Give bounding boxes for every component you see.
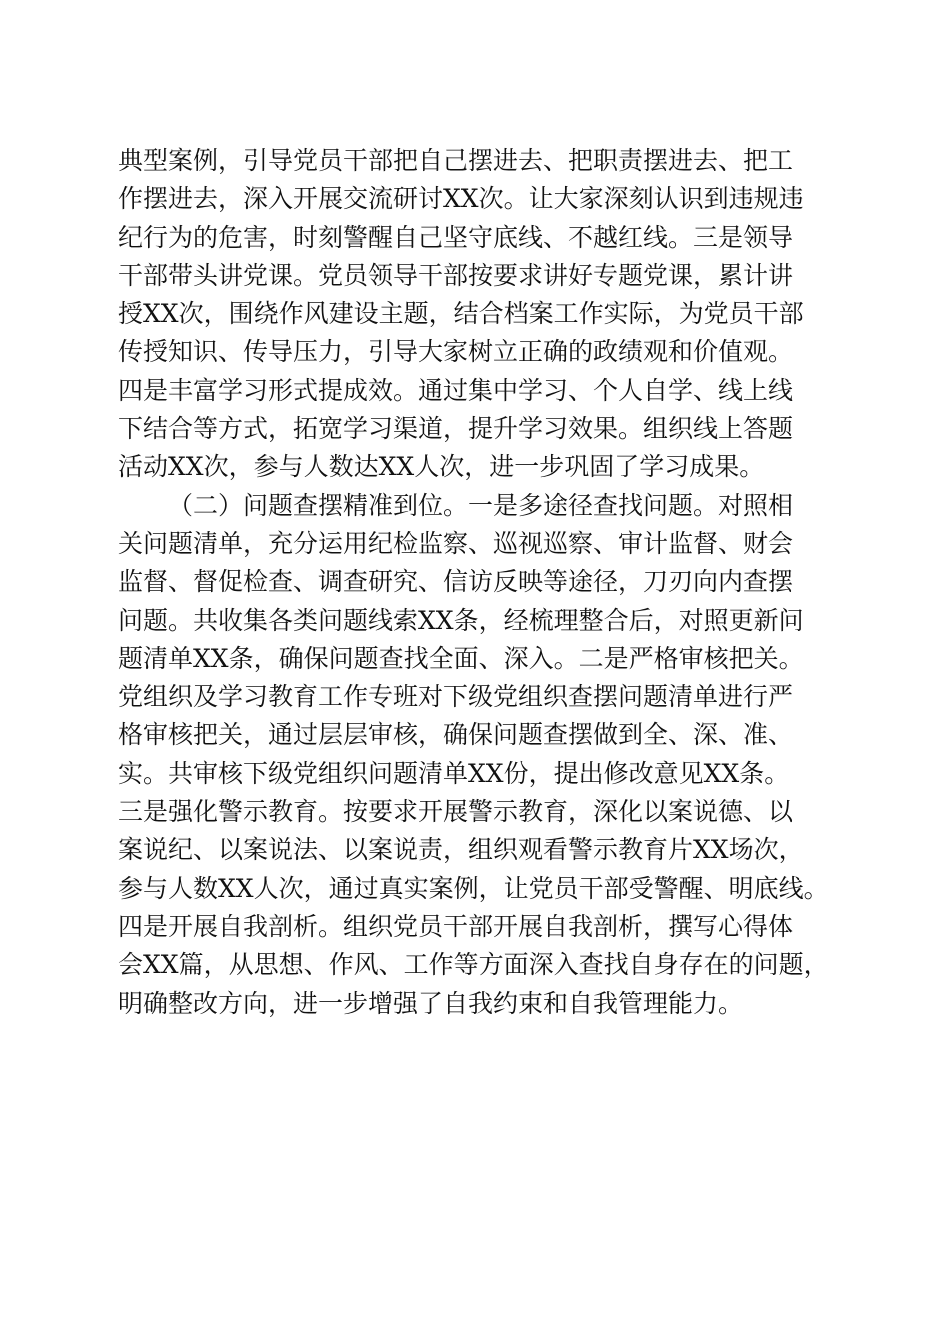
text-line: 授XX次，围绕作风建设主题，结合档案工作实际，为党员干部: [118, 299, 804, 329]
text-line: 实。共审核下级党组织问题清单XX份，提出修改意见XX条。: [118, 758, 790, 788]
text-line: 关问题清单，充分运用纪检监察、巡视巡察、审计监督、财会: [118, 528, 794, 558]
section-heading-line: （二）问题查摆精准到位。一是多途径查找问题。对照相: [168, 490, 794, 520]
text-line: 案说纪、以案说法、以案说责，组织观看警示教育片XX场次，: [118, 835, 804, 865]
text-line: 会XX篇，从思想、作风、工作等方面深入查找自身存在的问题，: [118, 950, 829, 980]
text-line: 党组织及学习教育工作专班对下级党组织查摆问题清单进行严: [118, 682, 794, 712]
body-text: [118, 142, 838, 1023]
text-line: 格审核把关，通过层层审核，确保问题查摆做到全、深、准、: [118, 720, 794, 750]
text-line: 传授知识、传导压力，引导大家树立正确的政绩观和价值观。: [118, 337, 794, 367]
text-line: 三是强化警示教育。按要求开展警示教育，深化以案说德、以: [118, 797, 794, 827]
text-line: 干部带头讲党课。党员领导干部按要求讲好专题党课，累计讲: [118, 260, 794, 290]
text-line: 题清单XX条，确保问题查找全面、深入。二是严格审核把关。: [118, 643, 804, 673]
text-line: 四是开展自我剖析。组织党员干部开展自我剖析，撰写心得体: [118, 911, 794, 941]
text-line: 纪行为的危害，时刻警醒自己坚守底线、不越红线。三是领导: [118, 222, 794, 252]
text-line: 问题。共收集各类问题线索XX条，经梳理整合后，对照更新问: [118, 605, 804, 635]
text-line: 四是丰富学习形式提成效。通过集中学习、个人自学、线上线: [118, 375, 794, 405]
text-line: 下结合等方式，拓宽学习渠道，提升学习效果。组织线上答题: [118, 414, 794, 444]
text-line: 典型案例，引导党员干部把自己摆进去、把职责摆进去、把工: [118, 146, 794, 175]
text-line: 活动XX次，参与人数达XX人次，进一步巩固了学习成果。: [118, 452, 765, 482]
text-line: 监督、督促检查、调查研究、信访反映等途径，刀刃向内查摆: [118, 567, 794, 597]
text-line: 作摆进去，深入开展交流研讨XX次。让大家深刻认识到违规违: [118, 184, 804, 214]
text-line: 参与人数XX人次，通过真实案例，让党员干部受警醒、明底线。: [118, 873, 829, 903]
text-line: 明确整改方向，进一步增强了自我约束和自我管理能力。: [118, 988, 744, 1018]
